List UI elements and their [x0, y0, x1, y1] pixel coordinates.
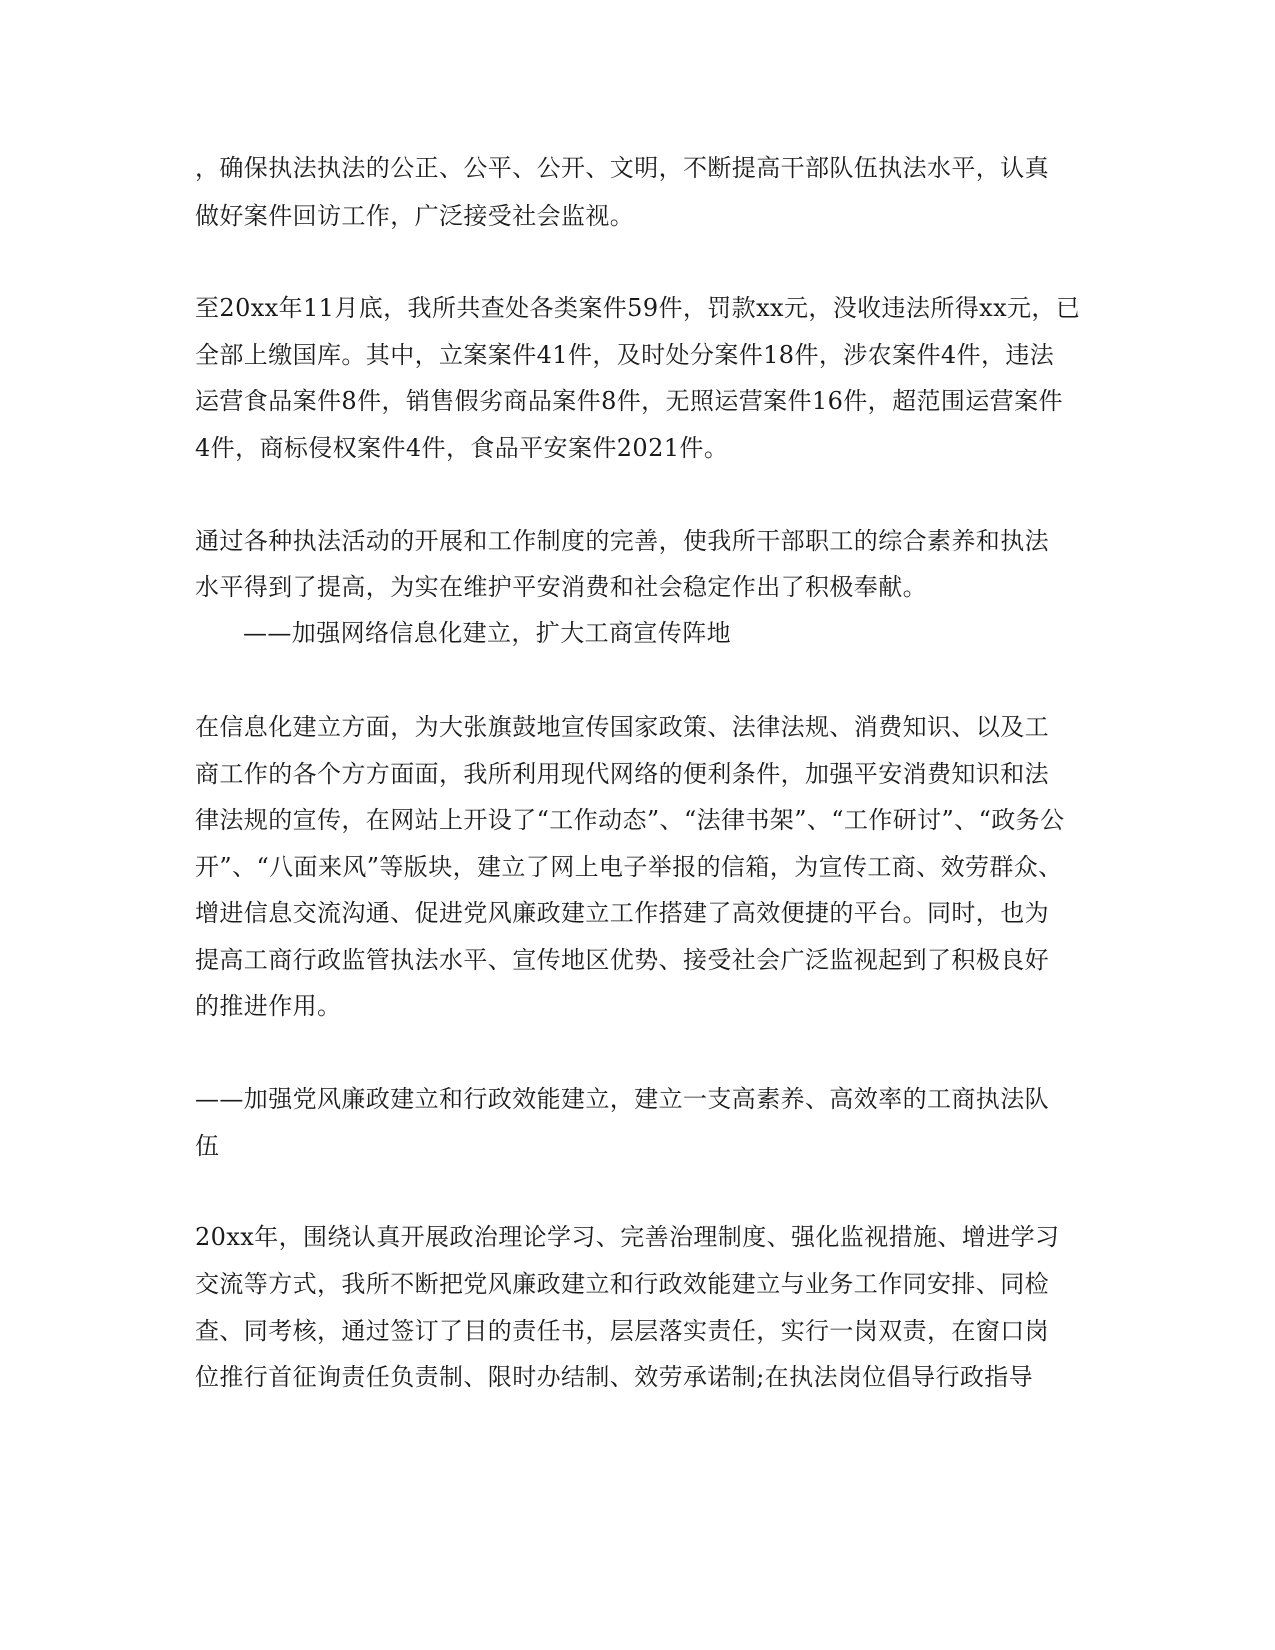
- section-heading-party-conduct-line-1: ——加强党风廉政建立和行政效能建立，建立一支高素养、高效率的工商执法队: [195, 1085, 1049, 1113]
- paragraph-4-line-2: 商工作的各个方方面面，我所利用现代网络的便利条件，加强平安消费知识和法: [195, 760, 1049, 788]
- paragraph-2-line-2: 全部上缴国库。其中，立案案件41件，及时处分案件18件，涉农案件4件，违法: [195, 341, 1055, 369]
- paragraph-4-line-1: 在信息化建立方面，为大张旗鼓地宣传国家政策、法律法规、消费知识、以及工: [195, 713, 1049, 741]
- paragraph-3-line-2: 水平得到了提高，为实在维护平安消费和社会稳定作出了积极奉献。: [195, 573, 927, 601]
- paragraph-5-line-4: 位推行首征询责任负责制、限时办结制、效劳承诺制;在执法岗位倡导行政指导: [195, 1363, 1034, 1391]
- paragraph-4-line-5: 增进信息交流沟通、促进党风廉政建立工作搭建了高效便捷的平台。同时，也为: [195, 899, 1049, 927]
- paragraph-1-line-2: 做好案件回访工作，广泛接受社会监视。: [195, 202, 635, 230]
- paragraph-3-line-1: 通过各种执法活动的开展和工作制度的完善，使我所干部职工的综合素养和执法: [195, 527, 1049, 555]
- section-heading-network: ——加强网络信息化建立，扩大工商宣传阵地: [243, 619, 731, 647]
- paragraph-2-line-4: 4件，商标侵权案件4件，食品平安案件2021件。: [195, 434, 729, 462]
- paragraph-4-line-4: 开”、“八面来风”等版块，建立了网上电子举报的信箱，为宣传工商、效劳群众、: [195, 853, 1063, 881]
- paragraph-4-line-3: 律法规的宣传，在网站上开设了“工作动态”、“法律书架”、“工作研讨”、“政务公: [195, 806, 1065, 834]
- paragraph-5-line-1: 20xx年，围绕认真开展政治理论学习、完善治理制度、强化监视措施、增进学习: [195, 1223, 1060, 1251]
- paragraph-4-line-6: 提高工商行政监管执法水平、宣传地区优势、接受社会广泛监视起到了积极良好: [195, 946, 1049, 974]
- section-heading-party-conduct-line-2: 伍: [195, 1132, 220, 1160]
- paragraph-1-line-1: ，确保执法执法的公正、公平、公开、文明，不断提高干部队伍执法水平，认真: [195, 154, 1049, 182]
- paragraph-2-line-3: 运营食品案件8件，销售假劣商品案件8件，无照运营案件16件，超范围运营案件: [195, 387, 1063, 415]
- paragraph-5-line-3: 查、同考核，通过签订了目的责任书，层层落实责任，实行一岗双责，在窗口岗: [195, 1317, 1049, 1345]
- paragraph-2-line-1: 至20xx年11月底，我所共查处各类案件59件，罚款xx元，没收违法所得xx元，已: [195, 294, 1081, 322]
- paragraph-4-line-7: 的推进作用。: [195, 992, 342, 1020]
- paragraph-5-line-2: 交流等方式，我所不断把党风廉政建立和行政效能建立与业务工作同安排、同检: [195, 1270, 1049, 1298]
